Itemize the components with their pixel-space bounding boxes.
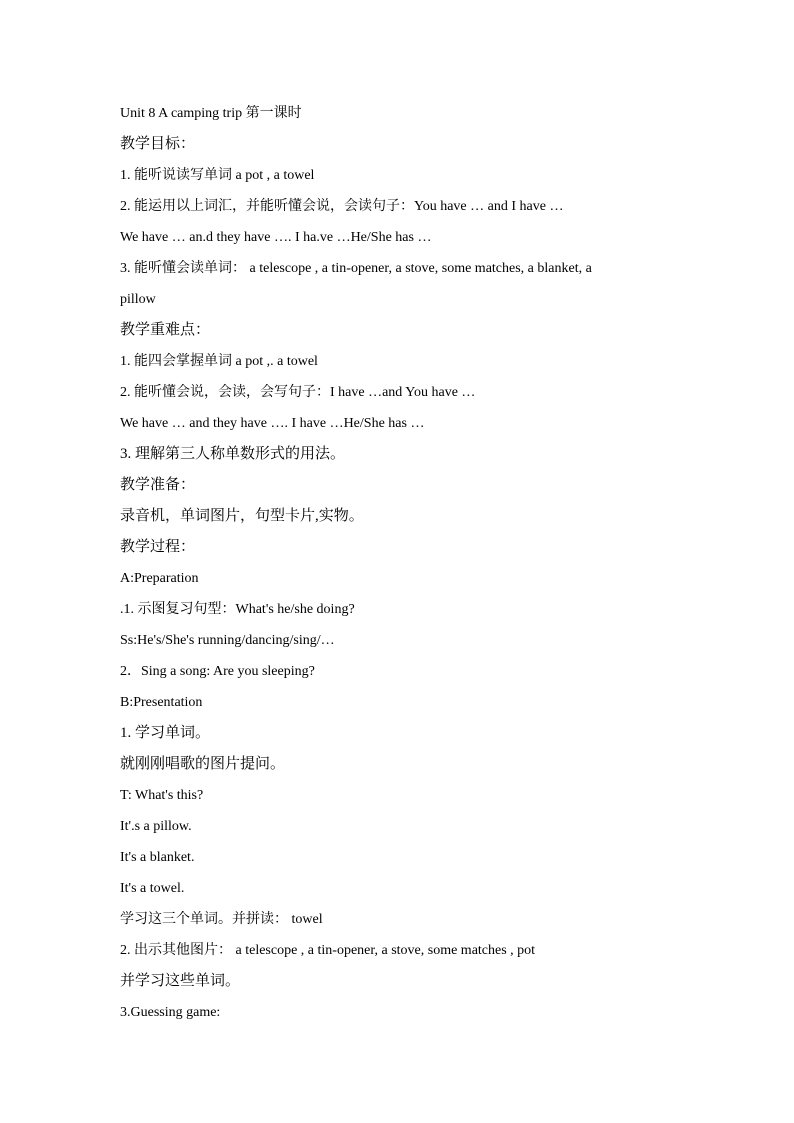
objective-2-continued: We have … an.d they have …. I ha.ve …He/She has … [120, 230, 432, 245]
step-a-heading: A:Preparation [120, 571, 199, 586]
section-heading-preparation: 教学准备： [120, 477, 196, 493]
step-b-3: 3.Guessing game: [120, 1005, 221, 1020]
step-a-1-response: Ss:He's/She's running/dancing/sing/… [120, 633, 335, 648]
dialogue-answer-2: It's a blanket. [120, 850, 195, 865]
step-b-1: 1. 学习单词。 [120, 725, 211, 741]
step-b-1-practice: 学习这三个单词。并拼读： towel [120, 912, 323, 927]
step-b-1-instruction: 就刚刚唱歌的图片提问。 [120, 756, 286, 772]
objective-3-continued: pillow [120, 292, 156, 307]
key-point-3: 3. 理解第三人称单数形式的用法。 [120, 446, 346, 462]
key-point-1: 1. 能四会掌握单词 a pot ,. a towel [120, 354, 318, 369]
dialogue-answer-1: It'.s a pillow. [120, 819, 192, 834]
dialogue-answer-3: It's a towel. [120, 881, 185, 896]
section-heading-key-points: 教学重难点： [120, 322, 211, 338]
section-heading-objectives: 教学目标： [120, 136, 196, 152]
section-heading-process: 教学过程： [120, 539, 196, 555]
step-a-1: .1. 示图复习句型：What's he/she doing? [120, 602, 355, 617]
key-point-2: 2. 能听懂会说，会读，会写句子：I have …and You have … [120, 385, 476, 400]
document-body [120, 98, 680, 1028]
preparation-materials: 录音机，单词图片，句型卡片,实物。 [120, 508, 364, 524]
step-b-heading: B:Presentation [120, 695, 203, 710]
key-point-2-continued: We have … and they have …. I have …He/She has … [120, 416, 425, 431]
step-a-2: 2．Sing a song: Are you sleeping? [120, 664, 315, 679]
objective-2: 2. 能运用以上词汇，并能听懂会说，会读句子：You have … and I have … [120, 199, 564, 214]
objective-1: 1. 能听说读写单词 a pot , a towel [120, 168, 315, 183]
step-b-2-instruction: 并学习这些单词。 [120, 973, 241, 989]
objective-3: 3. 能听懂会读单词： a telescope , a tin-opener, a stove, some matches, a blanket, a [120, 261, 592, 276]
lesson-title: Unit 8 A camping trip 第一课时 [120, 106, 302, 121]
dialogue-question: T: What's this? [120, 788, 204, 803]
step-b-2: 2. 出示其他图片： a telescope , a tin-opener, a stove, some matches , pot [120, 943, 536, 958]
